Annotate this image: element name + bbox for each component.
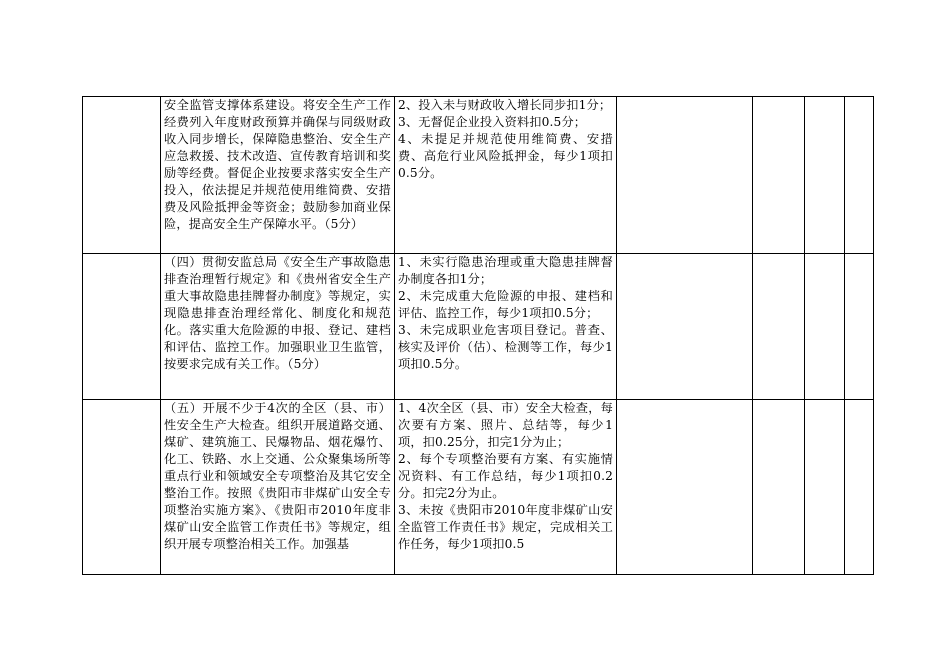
table-cell-blank [845,400,874,575]
table-cell-blank [805,254,845,400]
scoring-criteria-cell [395,97,617,254]
criteria-item: 4、未提足并规范使用维简费、安措费、高危行业风险抵押金，每少1项扣0.5分。 [398,132,613,180]
table-row [83,254,874,400]
criteria-item: 1、4次全区（县、市）安全大检查，每次要有方案、照片、总结等，每少1项，扣0.25分，扣完1分为止； [398,401,613,449]
criteria-item: 2、每个专项整治要有方案、有实施情况资料、有工作总结，每少1项扣0.2分。扣完2分为止。 [398,452,613,500]
criteria-item: 3、未按《贵阳市2010年度非煤矿山安全监管工作责任书》规定，完成相关工作任务，每少1项扣0.5 [398,503,613,551]
table-row [83,400,874,575]
table-cell-blank [845,97,874,254]
criteria-item: 3、未完成职业危害项目登记。普查、核实及评价（估）、检测等工作，每少1项扣0.5分。 [398,323,613,371]
table-cell-index [83,254,161,400]
criteria-item: 1、未实行隐患治理或重大隐患挂牌督办制度各扣1分； [398,255,613,286]
task-content-cell [161,97,395,254]
table-row [83,97,874,254]
criteria-item: 2、投入未与财政收入增长同步扣1分； [398,98,612,112]
table-cell-blank [617,400,753,575]
table-cell-blank [805,97,845,254]
table-cell-blank [845,254,874,400]
task-content: 安全监管支撑体系建设。将安全生产工作经费列入年度财政预算并确保与同级财政收入同步增长，保障隐患整治、安全生产应急救援、技术改造、宣传教育培训和奖励等经费。督促企业按要求落实安全生产投入，依法提足并规范使用维简费、安措费及风险抵押金等资金；鼓励参加商业保险，提高安全生产保障水平。（5分） [164,98,391,231]
table-cell-index [83,400,161,575]
scoring-criteria-cell [395,254,617,400]
table-cell-blank [805,400,845,575]
evaluation-table [82,96,874,575]
table-cell-blank [617,97,753,254]
task-content: （五）开展不少于4次的全区（县、市）性安全生产大检查。组织开展道路交通、煤矿、建筑施工、民爆物品、烟花爆竹、化工、铁路、水上交通、公众聚集场所等重点行业和领域安全专项整治及其它安全整治工作。按照《贵阳市非煤矿山安全专项整治实施方案》、《贵阳市2010年度非煤矿山安全监管工作责任书》等规定，组织开展专项整治相关工作。加强基 [164,401,391,551]
table-cell-blank [617,254,753,400]
task-content-cell [161,254,395,400]
criteria-item: 3、无督促企业投入资料扣0.5分； [398,115,587,129]
task-content: （四）贯彻安监总局《安全生产事故隐患排查治理暂行规定》和《贵州省安全生产重大事故隐患挂牌督办制度》等规定，实现隐患排查治理经常化、制度化和规范化。落实重大危险源的申报、登记、建档和评估、监控工作。加强职业卫生监管，按要求完成有关工作。（5分） [164,255,391,371]
task-content-cell [161,400,395,575]
scoring-criteria-cell [395,400,617,575]
table-cell-blank [753,254,805,400]
criteria-item: 2、未完成重大危险源的申报、建档和评估、监控工作，每少1项扣0.5分； [398,289,613,320]
table-cell-blank [753,400,805,575]
table-cell-index [83,97,161,254]
table-cell-blank [753,97,805,254]
